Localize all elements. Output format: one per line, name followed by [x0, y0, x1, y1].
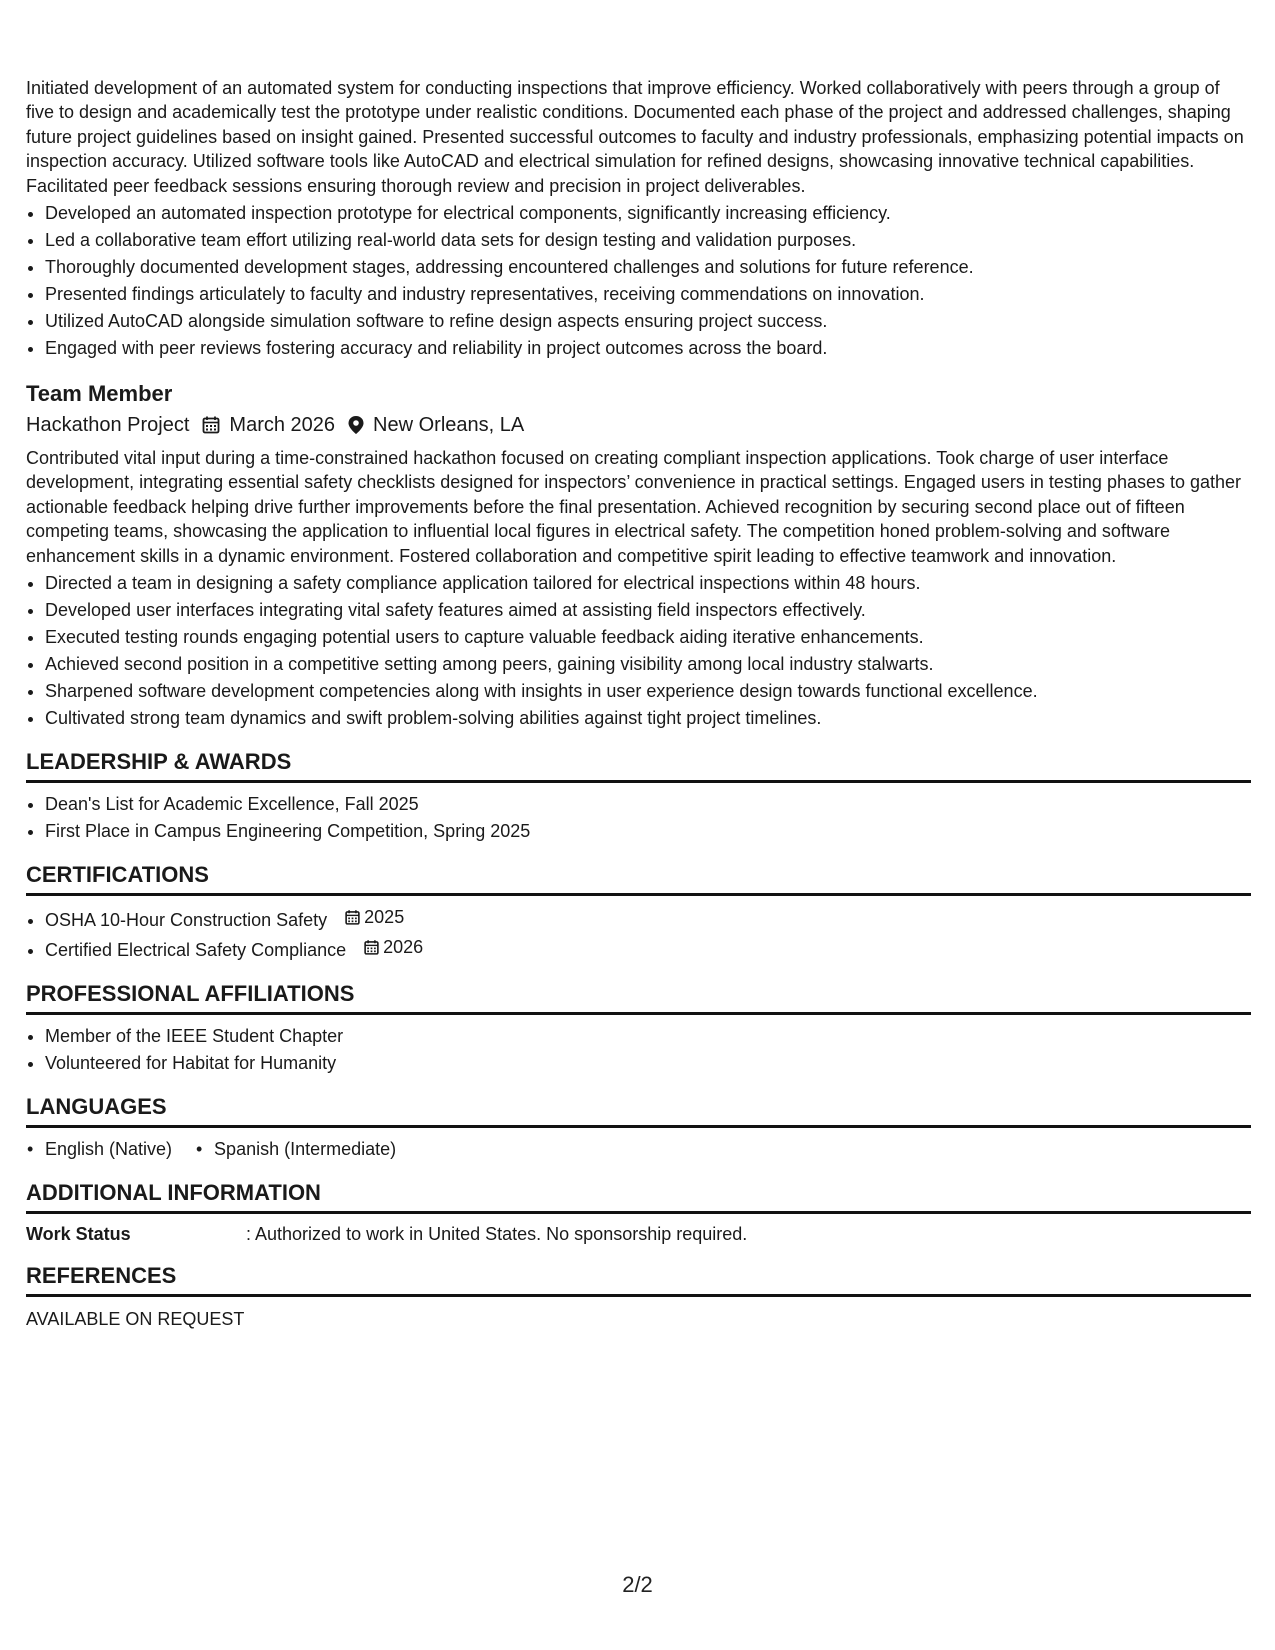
calendar-icon — [201, 415, 221, 435]
additional-section — [26, 1179, 1251, 1246]
list-item: • Developed an automated inspection prototype for electrical components, significantly increasing efficiency. — [45, 200, 1251, 227]
list-item: • Thoroughly documented development stages, addressing encountered challenges and solutions for future reference. — [45, 254, 1251, 281]
section-heading: LANGUAGES — [26, 1093, 1251, 1128]
cert-name: Certified Electrical Safety Compliance — [45, 940, 347, 961]
references-text: AVAILABLE ON REQUEST — [26, 1309, 245, 1330]
list-item — [45, 904, 1251, 934]
affiliations-section — [26, 980, 1251, 1077]
leadership-section — [26, 748, 1251, 845]
role-summary: Contributed vital input during a time-constrained hackathon focused on creating compliant inspection applications. Took charge of user interface development, integrating essential safety checklists designed for inspectors’ convenience in practical settings. Engaged users in testing phases to gather actionable feedback helping drive further improvements before the final presentation. Achieved recognition by securing second place out of fifteen competing teams, showcasing the application to influential local figures in electrical safety. The competition honed problem-solving and software enhancement skills in a dynamic environment. Fostered collaboration and competitive spirit leading to effective teamwork and innovation. — [26, 448, 1242, 566]
list-item: • First Place in Campus Engineering Competition, Spring 2025 — [45, 818, 1251, 845]
calendar-icon — [363, 939, 380, 956]
cert-year: 2025 — [364, 907, 405, 928]
list-item: • English (Native) — [45, 1136, 172, 1163]
languages-section — [26, 1093, 1251, 1163]
section-heading: REFERENCES — [26, 1262, 1251, 1297]
certifications-section — [26, 861, 1251, 964]
date-text: March 2026 — [229, 414, 336, 437]
role-date — [201, 410, 335, 440]
list-item: • Utilized AutoCAD alongside simulation software to refine design aspects ensuring project success. — [45, 308, 1251, 335]
list-item: • Volunteered for Habitat for Humanity — [45, 1050, 1251, 1077]
section-heading: LEADERSHIP & AWARDS — [26, 748, 1251, 783]
work-status-label: Work Status — [26, 1224, 131, 1245]
section-heading: PROFESSIONAL AFFILIATIONS — [26, 980, 1251, 1015]
resume-page — [26, 76, 1251, 1331]
section-heading: CERTIFICATIONS — [26, 861, 1251, 896]
map-pin-icon — [347, 415, 365, 435]
list-item: • Presented findings articulately to faculty and industry representatives, receiving commendations on innovation. — [45, 281, 1251, 308]
list-item: • Member of the IEEE Student Chapter — [45, 1023, 1251, 1050]
list-item: • Executed testing rounds engaging potential users to capture valuable feedback aiding iterative enhancements. — [45, 624, 1251, 651]
list-item: • Directed a team in designing a safety compliance application tailored for electrical inspections within 48 hours. — [45, 570, 1251, 597]
cert-date — [363, 934, 423, 961]
cert-year: 2026 — [383, 937, 424, 958]
role-location — [347, 410, 524, 440]
cert-name: OSHA 10-Hour Construction Safety — [45, 910, 328, 931]
organization: Hackathon Project — [26, 414, 190, 437]
page-number: 2/2 — [622, 1572, 653, 1597]
awards-list — [26, 791, 1251, 845]
cert-date — [344, 904, 404, 931]
list-item: • Spanish (Intermediate) — [214, 1136, 396, 1163]
project-bullets — [26, 200, 1251, 362]
work-status-row — [26, 1222, 1251, 1246]
role-title: Team Member — [26, 381, 173, 407]
list-item: • Dean's List for Academic Excellence, Fall 2025 — [45, 791, 1251, 818]
list-item: • Sharpened software development competencies along with insights in user experience design towards functional excellence. — [45, 678, 1251, 705]
project-summary: Initiated development of an automated system for conducting inspections that improve efficiency. Worked collaboratively with peers through a group of five to design and academically test the prototype under realistic conditions. Documented each phase of the project and addressed challenges, shaping future project guidelines based on insight gained. Presented successful outcomes to faculty and industry professionals, emphasizing potential impacts on inspection accuracy. Utilized software tools like AutoCAD and electrical simulation for refined designs, showcasing innovative technical capabilities. Facilitated peer feedback sessions ensuring thorough review and precision in project deliverables. — [26, 78, 1244, 196]
affiliations-list — [26, 1023, 1251, 1077]
list-item: • Cultivated strong team dynamics and swift problem-solving abilities against tight project timelines. — [45, 705, 1251, 732]
role-meta — [26, 410, 1251, 440]
role-bullets — [26, 570, 1251, 732]
list-item: • Developed user interfaces integrating vital safety features aimed at assisting field inspectors effectively. — [45, 597, 1251, 624]
list-item: • Achieved second position in a competitive setting among peers, gaining visibility among local industry stalwarts. — [45, 651, 1251, 678]
section-heading: ADDITIONAL INFORMATION — [26, 1179, 1251, 1214]
list-item: • Led a collaborative team effort utilizing real-world data sets for design testing and validation purposes. — [45, 227, 1251, 254]
languages-list — [26, 1136, 1251, 1163]
work-status-value: : Authorized to work in United States. No sponsorship required. — [246, 1224, 748, 1245]
location-text: New Orleans, LA — [373, 414, 525, 437]
list-item: • Engaged with peer reviews fostering accuracy and reliability in project outcomes across the board. — [45, 335, 1251, 362]
calendar-icon — [344, 909, 361, 926]
references-section — [26, 1262, 1251, 1331]
certifications-list — [26, 904, 1251, 964]
list-item — [45, 934, 1251, 964]
